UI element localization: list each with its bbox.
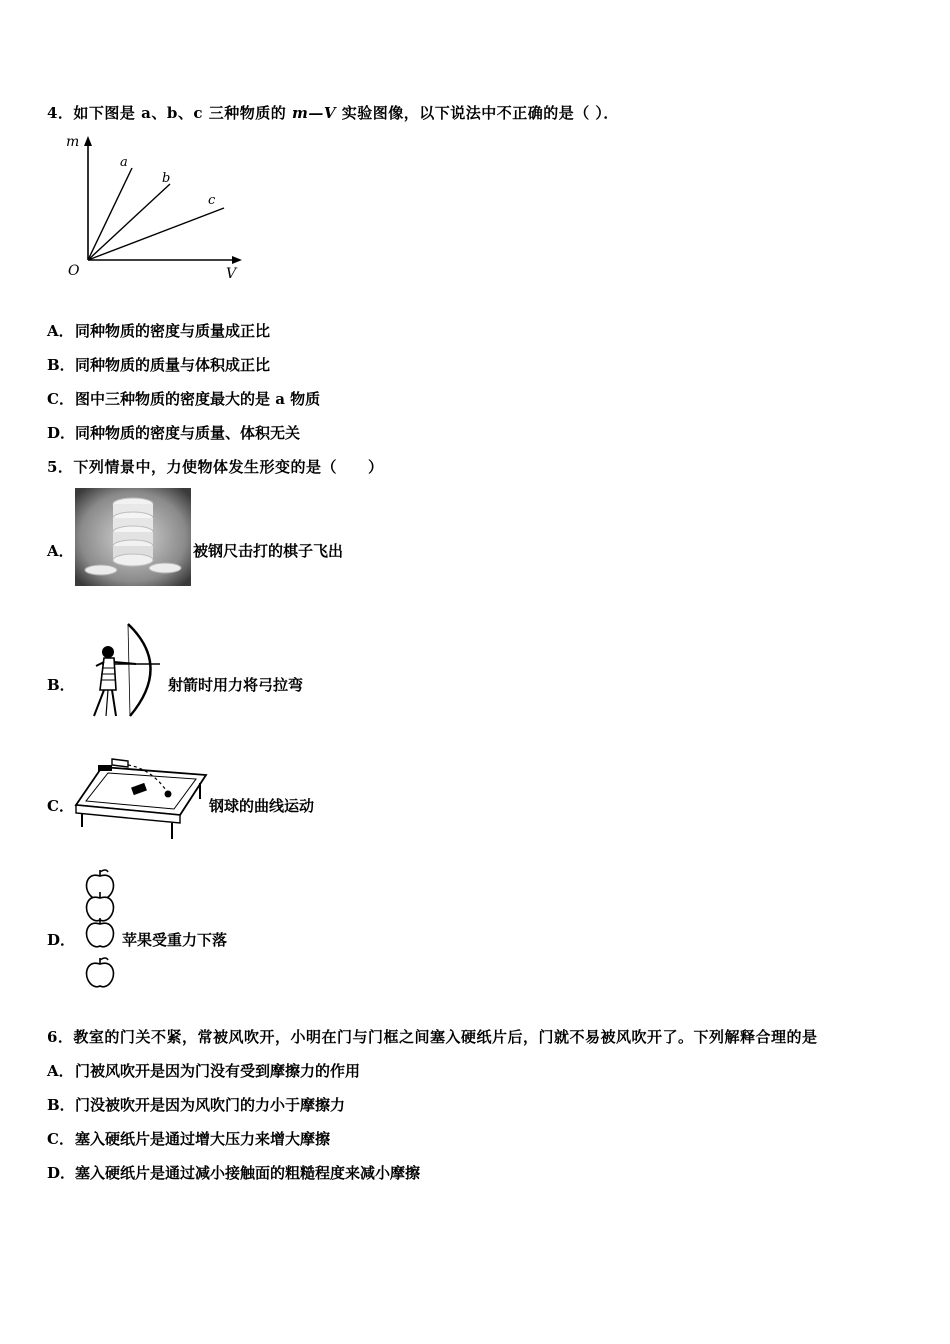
- option-text: 塞入硬纸片是通过增大压力来增大摩擦: [75, 1130, 331, 1148]
- steel-ball-on-table: [72, 753, 208, 843]
- option-text: 同种物质的质量与体积成正比: [75, 356, 271, 374]
- option-label: A．: [47, 322, 74, 340]
- line-b-label: b: [162, 171, 171, 186]
- q6-option-d[interactable]: [47, 1162, 420, 1183]
- option-text: 门没被吹开是因为风吹门的力小于摩擦力: [75, 1096, 346, 1114]
- q5-option-b-label[interactable]: B．: [47, 676, 75, 694]
- option-label: B．: [47, 1096, 75, 1114]
- q4-option-a[interactable]: [47, 320, 270, 341]
- q6-stem: 6．教室的门关不紧，常被风吹开，小明在门与门框之间塞入硬纸片后，门就不易被风吹开了。下列解释合理的是: [47, 1028, 818, 1046]
- q5-option-a-text: 被钢尺击打的棋子飞出: [193, 542, 344, 560]
- line-b: [88, 184, 170, 260]
- q4-option-c[interactable]: [47, 388, 320, 409]
- q4-stem-prefix: 4．如下图是 a、b、c 三种物质的: [47, 104, 292, 122]
- q5-option-c-label[interactable]: C．: [47, 797, 74, 815]
- q5-option-a-label[interactable]: A．: [47, 542, 74, 560]
- q6-option-b[interactable]: [47, 1094, 345, 1115]
- stacked-chess-pieces-photo: [75, 488, 191, 586]
- option-text: 图中三种物质的密度最大的是 a 物质: [75, 390, 321, 408]
- option-label: D．: [47, 1164, 76, 1182]
- apple-icon: [87, 958, 114, 987]
- option-label: A．: [47, 1062, 74, 1080]
- apple-icon: [87, 918, 114, 947]
- q4-stem: [47, 102, 619, 123]
- option-text: 同种物质的密度与质量、体积无关: [75, 424, 301, 442]
- q5-option-c-text: 钢球的曲线运动: [209, 797, 315, 815]
- origin-label: O: [68, 263, 80, 279]
- x-axis-arrow: [232, 256, 242, 264]
- q4-option-b[interactable]: [47, 354, 270, 375]
- q6-option-a[interactable]: [47, 1060, 360, 1081]
- y-axis-arrow: [84, 136, 92, 146]
- q5-option-b-text: 射箭时用力将弓拉弯: [168, 676, 304, 694]
- q5-stem: 5．下列情景中，力使物体发生形变的是（ ）: [47, 458, 384, 476]
- option-text: 门被风吹开是因为门没有受到摩擦力的作用: [75, 1062, 361, 1080]
- q4-stem-var: m—V: [291, 104, 336, 122]
- q4-mv-graph: [60, 132, 250, 282]
- q5-option-d-label[interactable]: D．: [47, 931, 76, 949]
- option-label: D．: [47, 424, 76, 442]
- option-label: C．: [47, 1130, 74, 1148]
- x-axis-label: V: [226, 266, 237, 282]
- q4-stem-suffix: 实验图像，以下说法中不正确的是（ ）．: [335, 104, 619, 122]
- line-c-label: c: [208, 193, 216, 208]
- option-label: C．: [47, 390, 74, 408]
- y-axis-label: m: [66, 134, 80, 150]
- option-text: 塞入硬纸片是通过减小接触面的粗糙程度来减小摩擦: [75, 1164, 421, 1182]
- q5-option-d-text: 苹果受重力下落: [122, 931, 228, 949]
- falling-apples: [82, 868, 118, 988]
- option-text: 同种物质的密度与质量成正比: [75, 322, 271, 340]
- q6-option-c[interactable]: [47, 1128, 330, 1149]
- line-a-label: a: [120, 155, 128, 170]
- q4-option-d[interactable]: [47, 422, 300, 443]
- archer-drawing-bow: [80, 620, 165, 720]
- option-label: B．: [47, 356, 75, 374]
